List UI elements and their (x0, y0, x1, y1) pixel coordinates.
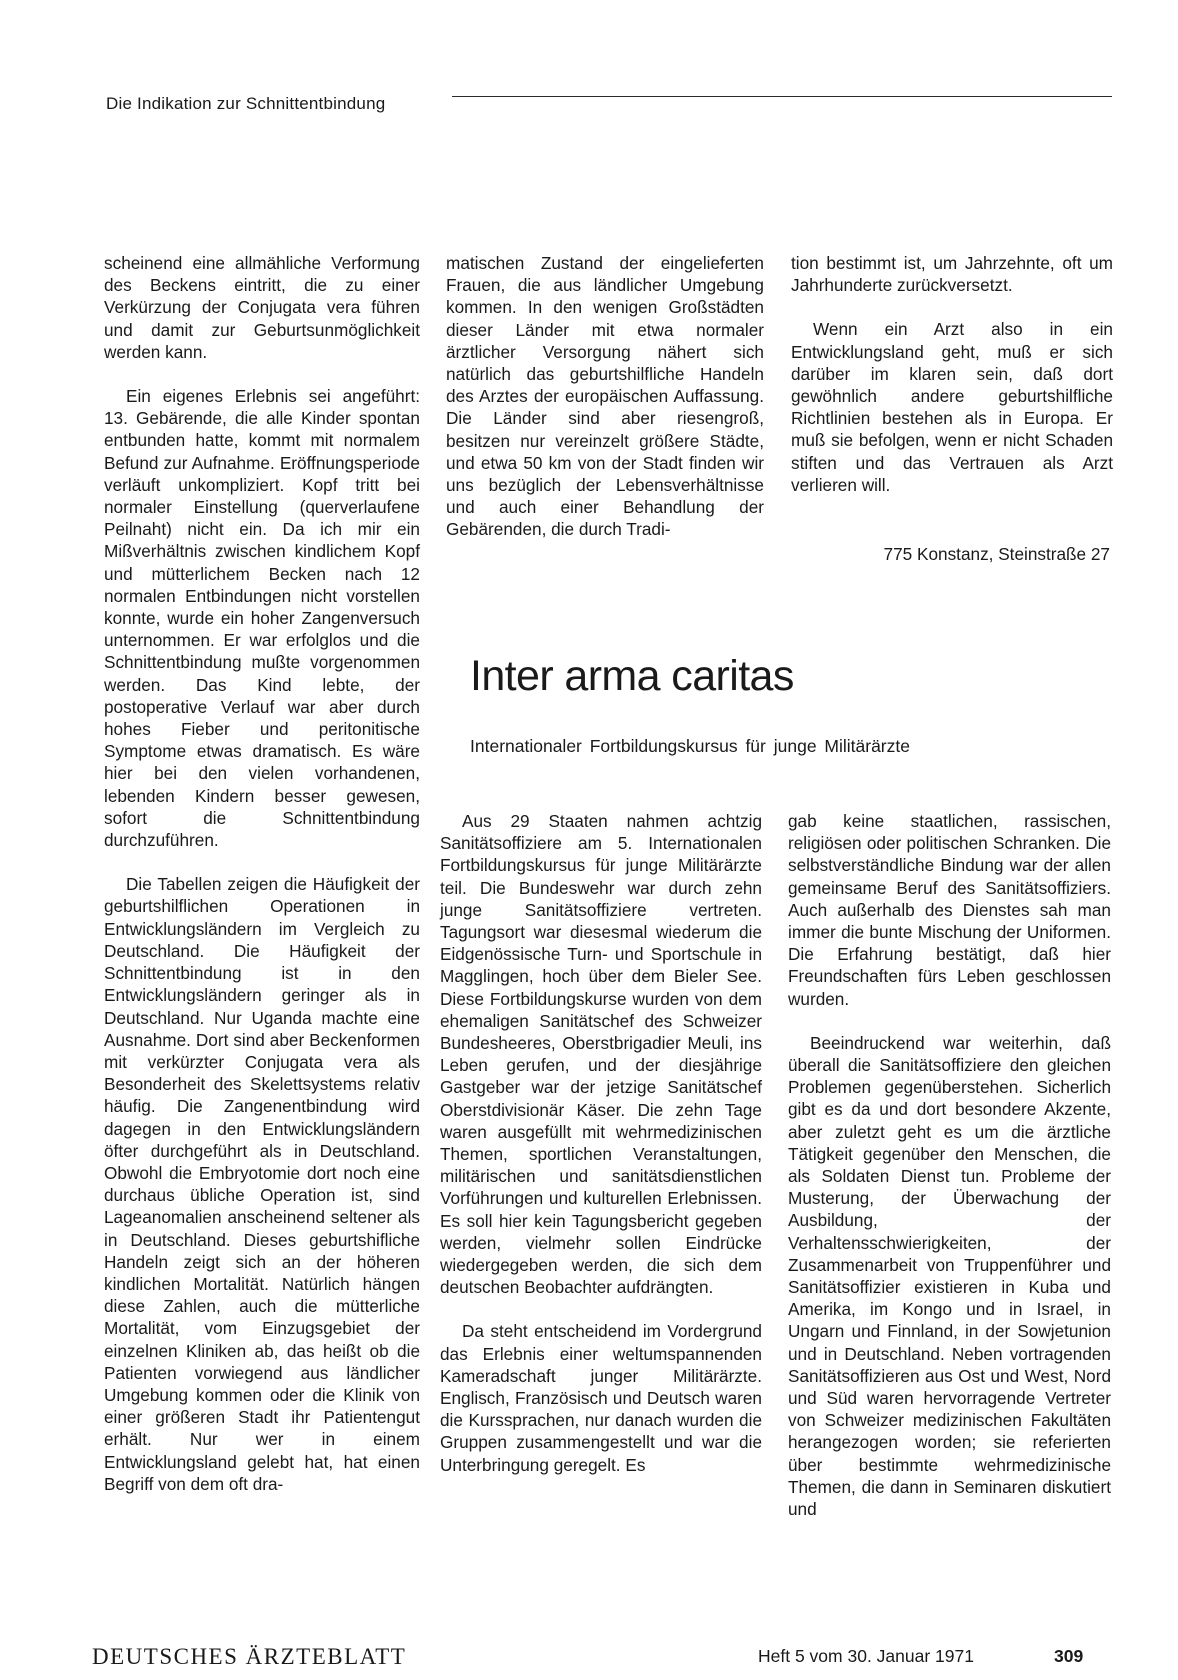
journal-name: DEUTSCHES ÄRZTEBLATT (92, 1644, 407, 1669)
article2-column-2 (788, 810, 1111, 1520)
paragraph: Die Tabellen zeigen die Häufigkeit der geburtshilflichen Operationen in Entwicklungsländern im Vergleich zu Deutschland. Die Häufigkeit der Schnittentbindung ist in den Entwicklungsländern geringer als in Deutschland. Nur Uganda machte eine Ausnahme. Dort sind aber Beckenformen mit verkürzter Conjugata vera als Besonderheit des Skelettsystems relativ häufig. Die Zangenentbindung wird dagegen in den Entwicklungsländern öfter durchgeführt als in Deutschland. Obwohl die Embryotomie dort noch eine durchaus übliche Operation ist, sind Lageanomalien anscheinend seltener als in Deutschland. Dieses geburtshifliche Handeln zeigt sich an der höheren kindlichen Mortalität. Natürlich hängen diese Zahlen, auch die mütterliche Mortalität, vom Einzugsgebiet der einzelnen Kliniken ab, das heißt ob die Patienten vorwiegend aus ländlicher Umgebung kommen oder die Klinik von einer größeren Stadt ihr Patientengut erhält. Nur wer in einem Entwicklungsland gelebt hat, hat einen Begriff von dem oft dra- (104, 874, 420, 1494)
paragraph: Beeindruckend war weiterhin, daß überall die Sanitätsoffiziere den gleichen Problemen gegenüberstehen. Sicherlich gibt es da und dort besondere Akzente, aber zuletzt geht es um die ärztliche Tätigkeit gegenüber den Menschen, die als Soldaten Dienst tun. Probleme der Musterung, der Überwachung der Ausbildung, der Verhaltensschwierigkeiten, der Zusammenarbeit von Truppenführer und Sanitätsoffizier existieren in Kuba und Amerika, im Kongo und in Israel, in Ungarn und Finnland, in der Sowjetunion und in Deutschland. Neben vortragenden Sanitätsoffizieren aus Ost und West, Nord und Süd waren hervorragende Vertreter von Schweizer medizinischen Fakultäten herangezogen worden; sie referierten über bestimmte wehrmedizinische Themen, die dann in Seminaren diskutiert und (788, 1032, 1111, 1520)
paragraph: Wenn ein Arzt also in ein Entwicklungsland geht, muß er sich darüber im klaren sein, daß dort gewöhnlich andere geburtshilfliche Richtlinien bestehen als in Europa. Er muß sie befolgen, wenn er nicht Schaden stiften und das Vertrauen als Arzt verlieren will. (791, 319, 1113, 495)
article-subtitle: Internationaler Fortbildungskursus für junge Militärärzte (470, 736, 910, 756)
article2-column-1 (440, 810, 762, 1476)
paragraph: Ein eigenes Erlebnis sei angeführt: 13. Gebärende, die alle Kinder spontan entbunden hatte, kommt mit normalem Befund zur Aufnahme. Eröffnungsperiode verläuft unkompliziert. Kopf tritt bei normaler Einstellung (querverlaufene Peilnaht) nicht ein. Da ich mir ein Mißverhältnis zwischen kindlichem Kopf und mütterlichem Becken nach 12 normalen Entbindungen nicht vorstellen konnte, wurde ein hoher Zangenversuch unternommen. Er war erfolglos und die Schnittentbindung mußte vorgenommen werden. Das Kind lebte, der postoperative Verlauf war aber durch hohes Fieber und peritonitische Symptome etwas dramatisch. Es wäre hier bei den vielen vorhandenen, lebenden Kindern besser gewesen, sofort die Schnittentbindung durchzuführen. (104, 386, 420, 851)
running-title: Die Indikation zur Schnittentbindung (106, 94, 386, 113)
paragraph: Da steht entscheidend im Vordergrund das Erlebnis einer weltumspannenden Kameradschaft junger Militärärzte. Englisch, Französisch und Deutsch waren die Kurssprachen, nur danach wurden die Gruppen zusammengestellt und war die Unterbringung geregelt. Es (440, 1321, 762, 1475)
header-rule (452, 96, 1112, 97)
issue-date: Heft 5 vom 30. Januar 1971 (758, 1646, 974, 1666)
article1-column-1 (104, 252, 420, 1495)
paragraph: matischen Zustand der eingelieferten Frauen, die aus ländlicher Umgebung kommen. In den wenigen Großstädten dieser Länder mit etwa normaler ärztlicher Versorgung nähert sich natürlich das geburtshilfliche Handeln des Arztes der europäischen Auffassung. Die Länder sind aber riesengroß, besitzen nur vereinzelt größere Städte, und etwa 50 km von der Stadt finden wir uns bezüglich der Lebensverhältnisse und auch einer Behandlung der Gebärenden, die durch Tradi- (446, 253, 764, 540)
article1-column-3 (791, 252, 1113, 496)
article-title: Inter arma caritas (470, 652, 794, 700)
page-number: 309 (1054, 1646, 1084, 1666)
paragraph: scheinend eine allmähliche Verformung des Beckens eintritt, die zu einer Verkürzung der Conjugata vera führen und damit zur Geburtsunmöglichkeit werden kann. (104, 253, 420, 362)
author-address: 775 Konstanz, Steinstraße 27 (883, 544, 1110, 564)
paragraph: Aus 29 Staaten nahmen achtzig Sanitätsoffiziere am 5. Internationalen Fortbildungskursus für junge Militärärzte teil. Die Bundeswehr war durch zehn junge Sanitätsoffiziere vertreten. Tagungsort war diesesmal wiederum die Eidgenössische Turn- und Sportschule in Magglingen, hoch über dem Bieler See. Diese Fortbildungskurse wurden von dem ehemaligen Sanitätschef des Schweizer Bundesheeres, Oberstbrigadier Meuli, ins Leben gerufen, und der diesjährige Gastgeber war der jetzige Sanitätschef Oberstdivisionär Käser. Die zehn Tage waren ausgefüllt mit wehrmedizinischen Themen, sportlichen Veranstaltungen, militärischen und sanitätsdienstlichen Vorführungen und kulturellen Erlebnissen. Es soll hier kein Tagungsbericht gegeben werden, vielmehr sollen Eindrücke wiedergegeben werden, die sich dem deutschen Beobachter aufdrängten. (440, 811, 762, 1298)
article1-column-2 (446, 252, 764, 541)
paragraph: gab keine staatlichen, rassischen, religiösen oder politischen Schranken. Die selbstverständliche Bindung war der allen gemeinsame Beruf des Sanitätsoffiziers. Auch außerhalb des Dienstes sah man immer die bunte Mischung der Uniformen. Die Erfahrung bestätigt, daß hier Freundschaften fürs Leben geschlossen wurden. (788, 811, 1111, 1009)
paragraph: tion bestimmt ist, um Jahrzehnte, oft um Jahrhunderte zurückversetzt. (791, 253, 1113, 296)
